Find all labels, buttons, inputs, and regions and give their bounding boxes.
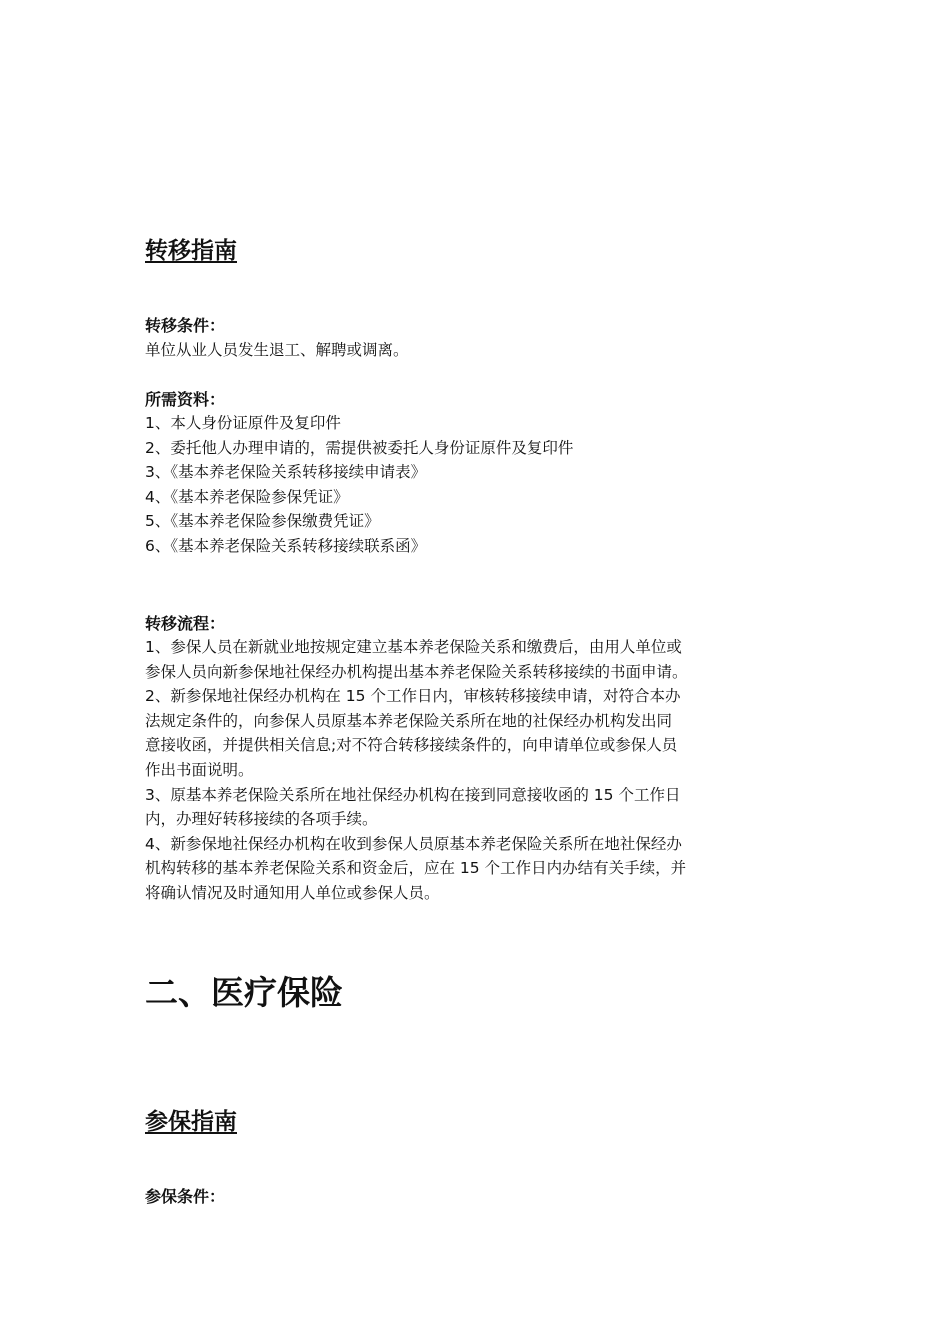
enrollment-guide-heading: 参保指南 bbox=[145, 1109, 237, 1135]
transfer-conditions-text bbox=[145, 338, 810, 363]
list-item: 6、《基本养老保险关系转移接续联系函》 bbox=[145, 536, 427, 555]
paragraph-line: 4、新参保地社保经办机构在收到参保人员原基本养老保险关系所在地社保经办 bbox=[145, 834, 682, 853]
process-label: 转移流程： bbox=[145, 614, 226, 633]
transfer-guide-heading: 转移指南 bbox=[145, 238, 237, 264]
paragraph-line: 2、新参保地社保经办机构在 15 个工作日内，审核转移接续申请，对符合本办 bbox=[145, 687, 681, 706]
materials-list bbox=[145, 411, 810, 559]
list-item: 5、《基本养老保险参保缴费凭证》 bbox=[145, 512, 380, 531]
paragraph-line: 法规定条件的，向参保人员原基本养老保险关系所在地的社保经办机构发出同 bbox=[145, 711, 673, 730]
list-item: 3、《基本养老保险关系转移接续申请表》 bbox=[145, 463, 427, 482]
materials-label: 所需资料： bbox=[145, 390, 226, 409]
transfer-conditions-label: 转移条件： bbox=[145, 316, 226, 335]
process-text bbox=[145, 635, 810, 906]
medical-insurance-heading: 二、医疗保险 bbox=[145, 973, 343, 1012]
paragraph-line: 意接收函，并提供相关信息;对不符合转移接续条件的，向申请单位或参保人员 bbox=[145, 736, 678, 755]
paragraph-line: 参保人员向新参保地社保经办机构提出基本养老保险关系转移接续的书面申请。 bbox=[145, 662, 688, 681]
list-item: 1、本人身份证原件及复印件 bbox=[145, 414, 341, 432]
paragraph-line: 3、原基本养老保险关系所在地社保经办机构在接到同意接收函的 15 个工作日 bbox=[145, 785, 681, 804]
list-item: 2、委托他人办理申请的，需提供被委托人身份证原件及复印件 bbox=[145, 438, 574, 457]
paragraph-line: 1、参保人员在新就业地按规定建立基本养老保险关系和缴费后，由用人单位或 bbox=[145, 638, 682, 656]
paragraph-line: 单位从业人员发生退工、解聘或调离。 bbox=[145, 341, 409, 359]
paragraph-line: 机构转移的基本养老保险关系和资金后，应在 15 个工作日内办结有关手续，并 bbox=[145, 859, 687, 878]
paragraph-line: 内，办理好转移接续的各项手续。 bbox=[145, 810, 378, 829]
list-item: 4、《基本养老保险参保凭证》 bbox=[145, 487, 349, 506]
paragraph-line: 将确认情况及时通知用人单位或参保人员。 bbox=[145, 883, 440, 902]
paragraph-line: 作出书面说明。 bbox=[145, 760, 254, 779]
enrollment-conditions-label: 参保条件： bbox=[145, 1187, 226, 1206]
